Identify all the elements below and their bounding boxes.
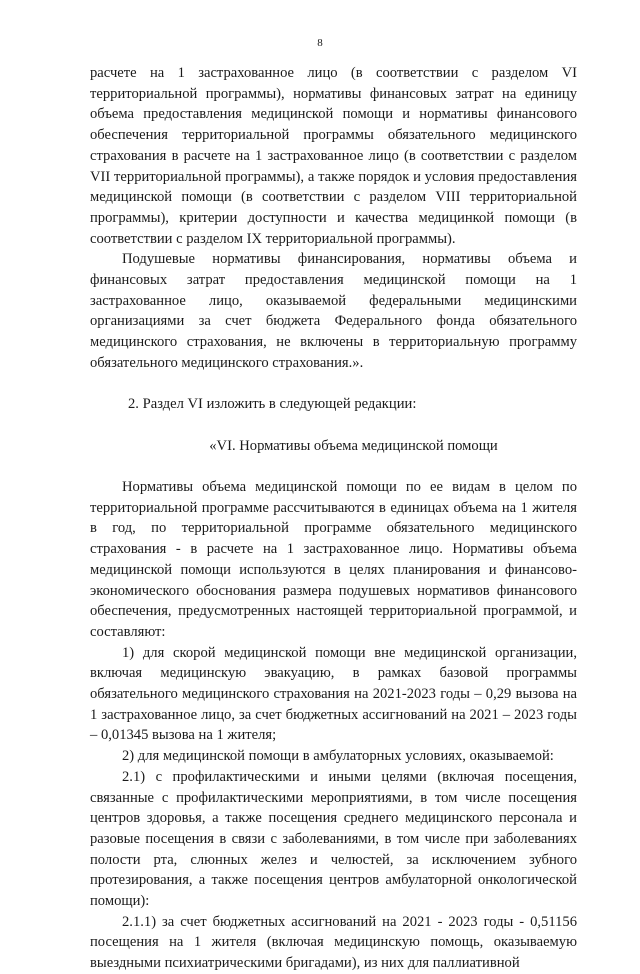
spacer (90, 456, 577, 477)
spacer (90, 415, 577, 436)
list-item-2-1-1: 2.1.1) за счет бюджетных ассигнований на 2021 - 2023 годы - 0,51156 посещения на 1 жителя (включая медицинскую помощь, оказываемую выездными психиатрическими бригадами), из них для паллиативной (90, 913, 577, 972)
spacer (90, 374, 577, 395)
section-heading: «VI. Нормативы объема медицинской помощи (209, 437, 498, 454)
paragraph-continuation: расчете на 1 застрахованное лицо (в соответствии с разделом VI территориальной программы), нормативы финансовых затрат на единицу объема предоставления медицинской помощи и нормативы финансового обеспечения территориальной программы обязательного медицинского страхования в расчете на 1 застрахованное лицо (в соответствии с разделом VII территориальной программы), а также порядок и условия предоставления медицинской помощи (в соответствии с разделом VIII территориальной программы), критерии доступности и качества медицинкой помощи (в соответствии с разделом IX территориальной программы). (90, 65, 577, 247)
list-item-1: 1) для скорой медицинской помощи вне медицинской организации, включая медицинскую эвакуацию, в рамках базовой программы обязательного медицинского страхования на 2021-2023 годы – 0,29 вызова на 1 застрахованное лицо, за счет бюджетных ассигнований на 2021 – 2023 годы – 0,01345 вызова на 1 жителя; (90, 644, 577, 744)
paragraph-per-capita-norms: Подушевые нормативы финансирования, нормативы объема и финансовых затрат предоставления медицинской помощи на 1 застрахованное лицо, оказываемой федеральными медицинскими организациями за счет бюджета Федерального фонда обязательного медицинского страхования, не включены в территориальную программу обязательного медицинского страхования.». (90, 251, 577, 371)
list-item-2-1: 2.1) с профилактическими и иными целями (включая посещения, связанные с профилактическими мероприятиями, в том числе посещения центров здоровья, а также посещения среднего медицинского персонала и разовые посещения в связи с заболеваниями, в том числе при заболеваниях полости рта, слюнных желез и челюстей, за исключением зубного протезирования, а также посещения центров амбулаторной онкологической помощи): (90, 768, 577, 910)
page-number: 8 (317, 37, 323, 49)
paragraph-volume-norms: Нормативы объема медицинской помощи по ее видам в целом по территориальной программе рассчитываются в единицах объема на 1 жителя в год, по территориальной программе обязательного медицинского страхования - в расчете на 1 застрахованное лицо. Нормативы объема медицинской помощи используются в целях планирования и финансово-экономического обоснования размера подушевых нормативов финансового обеспечения, предусмотренных настоящей территориальной программой, и составляют: (90, 479, 577, 640)
document-body (90, 63, 577, 974)
list-item-2: 2) для медицинской помощи в амбулаторных условиях, оказываемой: (122, 748, 554, 765)
amendment-item-2: 2. Раздел VI изложить в следующей редакции: (128, 396, 417, 413)
